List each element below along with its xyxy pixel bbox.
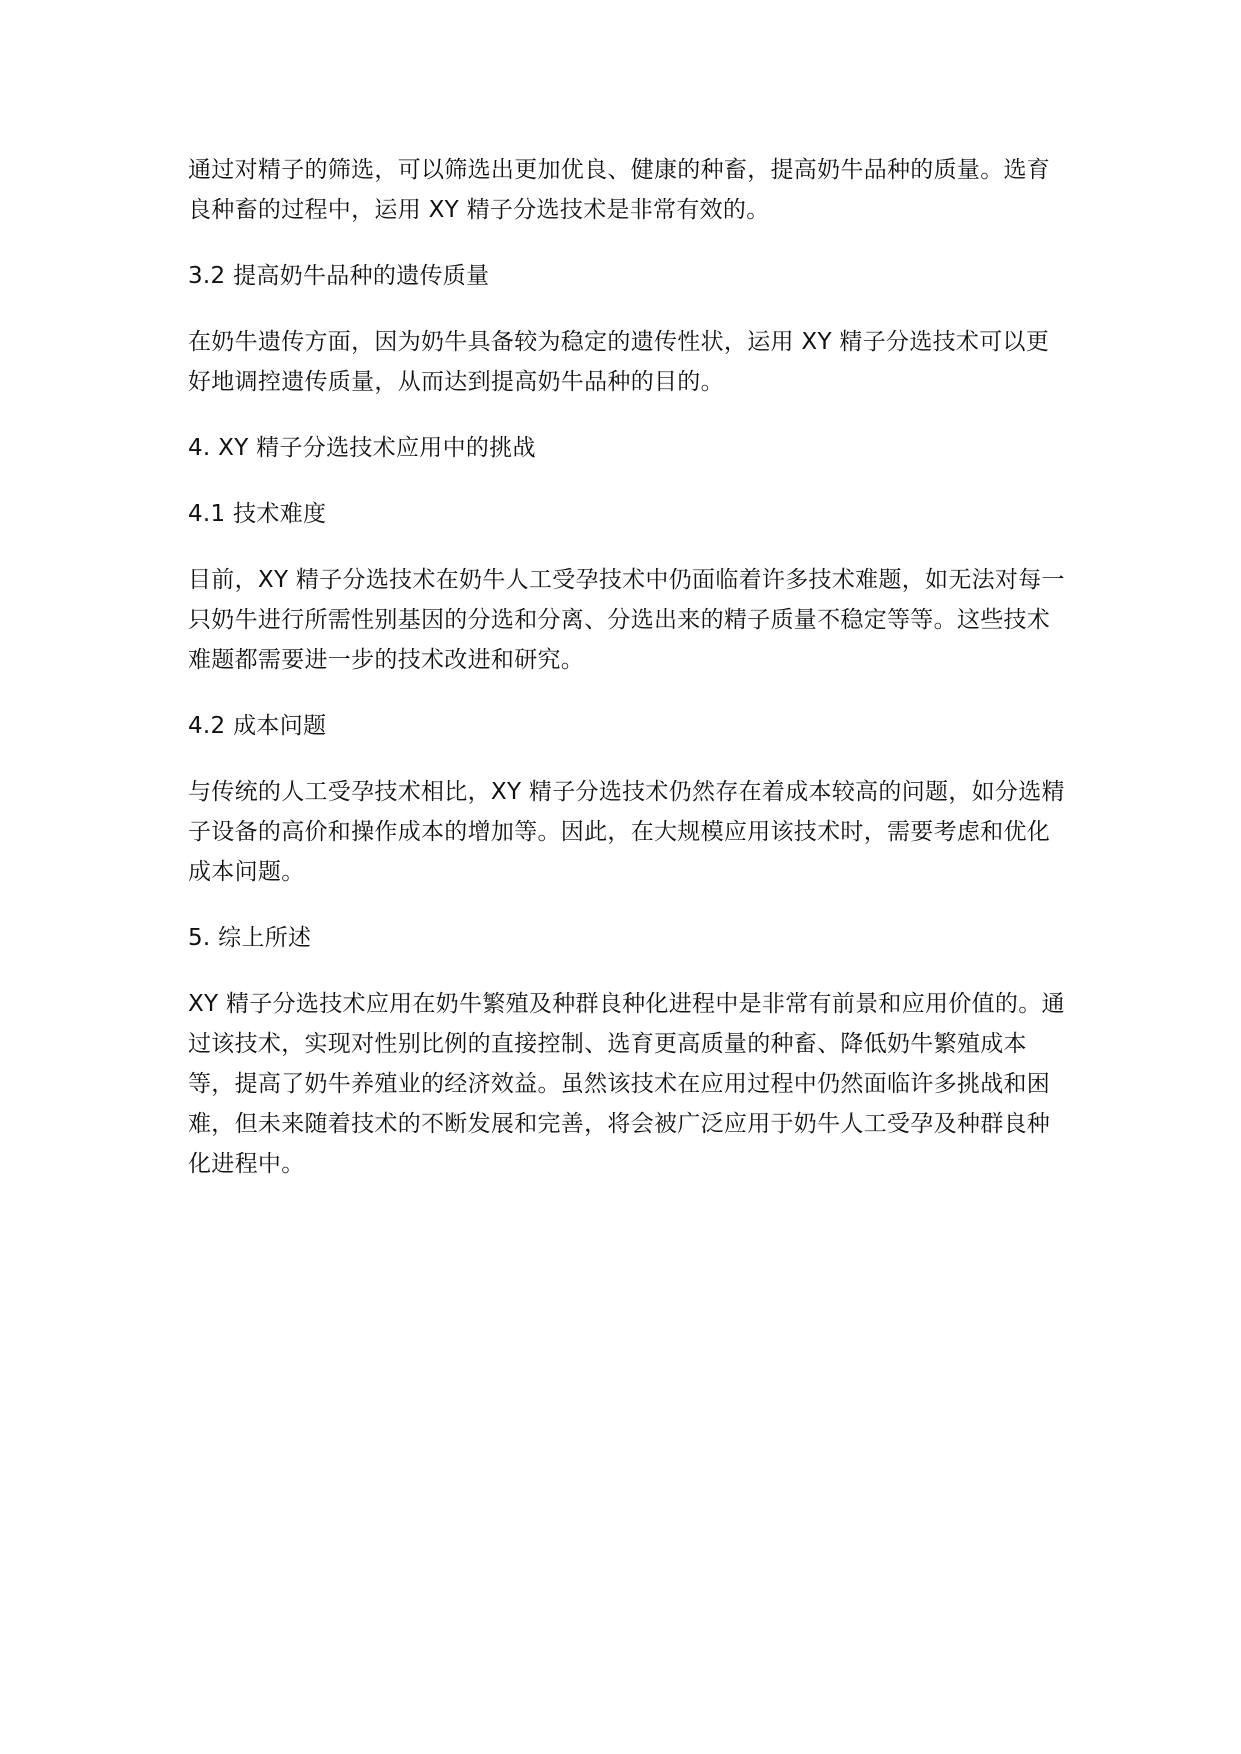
paragraph-genetic-quality: 在奶牛遗传方面，因为奶牛具备较为稳定的遗传性状，运用 XY 精子分选技术可以更好地调控遗传质量，从而达到提高奶牛品种的目的。 xyxy=(188,329,1050,395)
heading-4: 4. XY 精子分选技术应用中的挑战 xyxy=(188,435,536,461)
paragraph-seed-selection: 通过对精子的筛选，可以筛选出更加优良、健康的种畜，提高奶牛品种的质量。选育良种畜的过程中，运用 XY 精子分选技术是非常有效的。 xyxy=(188,157,1051,223)
paragraph-technical-difficulty: 目前，XY 精子分选技术在奶牛人工受孕技术中仍面临着许多技术难题，如无法对每一只奶牛进行所需性别基因的分选和分离、分选出来的精子质量不稳定等等。这些技术难题都需要进一步的技术改进和研究。 xyxy=(188,567,1065,673)
paragraph-cost-issue: 与传统的人工受孕技术相比，XY 精子分选技术仍然存在着成本较高的问题，如分选精子设备的高价和操作成本的增加等。因此，在大规模应用该技术时，需要考虑和优化成本问题。 xyxy=(188,779,1065,885)
heading-4-2: 4.2 成本问题 xyxy=(188,713,327,739)
heading-3-2: 3.2 提高奶牛品种的遗传质量 xyxy=(188,263,490,289)
heading-4-1: 4.1 技术难度 xyxy=(188,501,327,527)
heading-5: 5. 综上所述 xyxy=(188,925,312,951)
paragraph-conclusion: XY 精子分选技术应用在奶牛繁殖及种群良种化进程中是非常有前景和应用价值的。通过该技术，实现对性别比例的直接控制、选育更高质量的种畜、降低奶牛繁殖成本等，提高了奶牛养殖业的经济效益。虽然该技术在应用过程中仍然面临许多挑战和困难，但未来随着技术的不断发展和完善，将会被广泛应用于奶牛人工受孕及种群良种化进程中。 xyxy=(188,991,1065,1177)
document-page xyxy=(188,150,1068,1210)
